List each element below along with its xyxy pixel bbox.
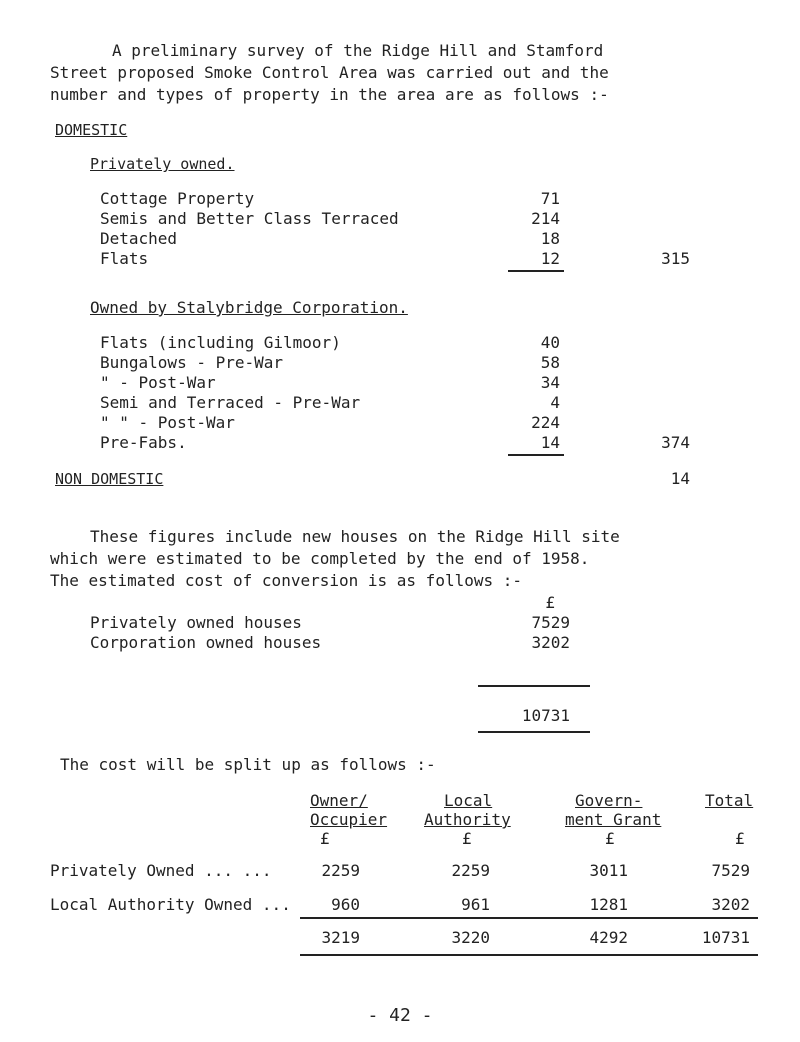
split-total: 3219	[321, 928, 360, 947]
split-row-label: Privately Owned ... ...	[50, 861, 272, 880]
corporation-row-label: " - Post-War	[100, 373, 216, 392]
page-number: - 42 -	[367, 1005, 433, 1026]
estimate-row-value: 3202	[531, 633, 570, 652]
corporation-total: 374	[661, 433, 690, 452]
header-total-currency: £	[735, 829, 745, 848]
split-cell: 961	[461, 895, 490, 914]
estimate-line-3: The estimated cost of conversion is as follows :-	[50, 571, 523, 590]
split-total: 10731	[701, 928, 750, 947]
estimate-currency: £	[545, 593, 555, 612]
estimate-row-value: 7529	[531, 613, 570, 632]
header-owner-currency: £	[320, 829, 330, 848]
split-cell: 960	[331, 895, 360, 914]
estimate-row-label: Privately owned houses	[90, 613, 302, 632]
corporation-row-value: 14	[540, 433, 560, 452]
corporation-row-value: 4	[550, 393, 560, 412]
header-govt-line1: Govern-	[575, 791, 643, 810]
corporation-row-value: 34	[540, 373, 560, 392]
privately-owned-heading: Privately owned.	[90, 155, 235, 173]
estimate-line-1: These figures include new houses on the Ridge Hill site	[90, 527, 620, 546]
subtotal-rule	[508, 270, 564, 272]
split-cell: 3011	[589, 861, 628, 880]
corporation-row-label: Semi and Terraced - Pre-War	[100, 393, 361, 412]
corporation-row-label: " " - Post-War	[100, 413, 235, 432]
private-row-label: Detached	[100, 229, 178, 248]
corporation-row-label: Flats (including Gilmoor)	[100, 333, 341, 352]
split-cell: 2259	[321, 861, 360, 880]
header-local-line1: Local	[444, 791, 493, 810]
corporation-row-label: Bungalows - Pre-War	[100, 353, 284, 372]
intro-line-2: Street proposed Smoke Control Area was carried out and the	[50, 63, 609, 82]
private-total: 315	[661, 249, 690, 268]
header-govt-line2: ment Grant	[565, 810, 662, 829]
intro-line-3: number and types of property in the area are as follows :-	[50, 85, 609, 104]
corporation-heading: Owned by Stalybridge Corporation.	[90, 298, 408, 317]
header-local-line2: Authority	[424, 810, 511, 829]
total-rule	[478, 731, 590, 733]
private-row-label: Cottage Property	[100, 189, 255, 208]
estimate-total: 10731	[521, 706, 570, 725]
corporation-row-value: 58	[540, 353, 560, 372]
private-row-value: 18	[540, 229, 560, 248]
private-row-value: 12	[540, 249, 560, 268]
private-row-label: Flats	[100, 249, 149, 268]
estimate-line-2: which were estimated to be completed by the end of 1958.	[50, 549, 590, 568]
corporation-row-value: 224	[531, 413, 560, 432]
non-domestic-value: 14	[670, 469, 690, 488]
corporation-row-value: 40	[540, 333, 560, 352]
non-domestic-label: NON DOMESTIC	[55, 470, 164, 488]
corporation-row-label: Pre-Fabs.	[100, 433, 187, 452]
split-cell: 3202	[711, 895, 750, 914]
intro-line-1: A preliminary survey of the Ridge Hill and Stamford	[112, 41, 604, 60]
subtotal-rule	[508, 454, 564, 456]
split-intro: The cost will be split up as follows :-	[60, 755, 436, 774]
split-cell: 2259	[451, 861, 490, 880]
split-cell: 7529	[711, 861, 750, 880]
private-row-label: Semis and Better Class Terraced	[100, 209, 399, 228]
private-row-value: 71	[540, 189, 560, 208]
split-rule-bottom	[300, 954, 758, 956]
header-total-line1: Total	[705, 791, 754, 810]
header-local-currency: £	[462, 829, 472, 848]
header-owner-line1: Owner/	[310, 791, 368, 810]
split-cell: 1281	[589, 895, 628, 914]
total-rule	[478, 685, 590, 687]
split-total: 4292	[589, 928, 628, 947]
domestic-heading: DOMESTIC	[55, 121, 128, 139]
split-row-label: Local Authority Owned ...	[50, 895, 291, 914]
private-row-value: 214	[531, 209, 560, 228]
split-rule-top	[300, 917, 758, 919]
split-total: 3220	[451, 928, 490, 947]
header-govt-currency: £	[605, 829, 615, 848]
estimate-row-label: Corporation owned houses	[90, 633, 322, 652]
header-owner-line2: Occupier	[310, 810, 388, 829]
